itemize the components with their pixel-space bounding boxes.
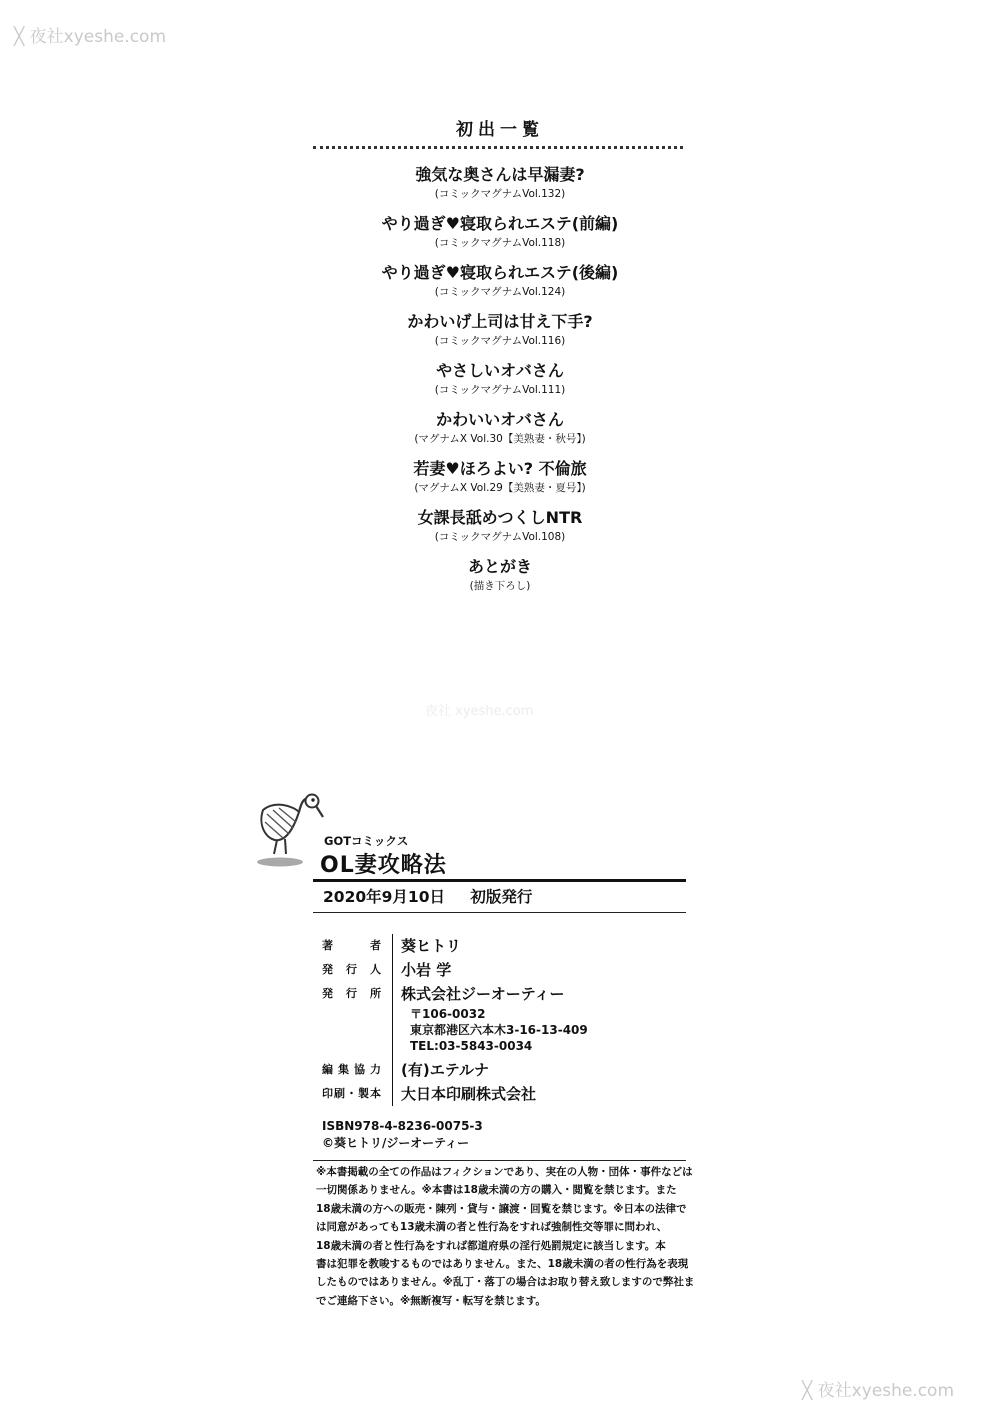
credit-row bbox=[313, 982, 686, 1058]
edition-label: 初版発行 bbox=[470, 888, 533, 906]
credit-role: 著者 bbox=[322, 939, 381, 952]
toc-heading: 初出一覧 bbox=[456, 120, 544, 140]
street-address: 東京都港区六本木3-16-13-409 bbox=[410, 1023, 588, 1037]
notice-line: したものではありません。※乱丁・落丁の場合はお取り替え致しますので弊社ま bbox=[316, 1276, 695, 1289]
notice-line: 書は犯罪を教唆するものではありません。また、18歳未満の者の性行為を表現 bbox=[316, 1258, 689, 1271]
toc-item-title: 女課長舐めつくしNTR bbox=[417, 508, 583, 527]
credit-value: 株式会社ジーオーティー bbox=[401, 985, 565, 1003]
toc-item bbox=[313, 556, 687, 605]
notice-line: でご連絡下さい。※無断複写・転写を禁じます。 bbox=[316, 1294, 546, 1307]
watermark-faint: 夜社 xyeshe.com bbox=[425, 704, 534, 719]
toc-item-title: やさしいオバさん bbox=[436, 361, 564, 380]
toc-list bbox=[313, 164, 687, 605]
legal-notice bbox=[316, 1163, 695, 1310]
bird-logo-icon bbox=[255, 790, 325, 870]
isbn-block bbox=[322, 1118, 483, 1152]
toc-item bbox=[313, 458, 687, 507]
book-title: OL妻攻略法 bbox=[320, 853, 447, 878]
credit-role: 発行所 bbox=[322, 987, 381, 1000]
toc-item-source: (コミックマグナムVol.111) bbox=[434, 384, 566, 396]
notice-line: 18歳未満の方への販売・陳列・貸与・譲渡・回覧を禁じます。※日本の法律で bbox=[316, 1202, 687, 1215]
notice-line: は同意があっても13歳未満の者と性行為をすれば強制性交等罪に問われ、 bbox=[316, 1221, 668, 1234]
publisher-block bbox=[401, 982, 588, 1058]
toc-item-title: かわいげ上司は甘え下手? bbox=[407, 312, 593, 331]
credit-role: 発行人 bbox=[322, 963, 381, 976]
thick-divider bbox=[313, 879, 686, 882]
toc-item-source: (コミックマグナムVol.118) bbox=[434, 237, 566, 249]
vertical-divider bbox=[392, 1082, 393, 1106]
isbn: ISBN978-4-8236-0075-3 bbox=[322, 1119, 483, 1133]
credit-value: (有)エテルナ bbox=[401, 1061, 489, 1079]
toc-item bbox=[313, 360, 687, 409]
copyright: ©葵ヒトリ/ジーオーティー bbox=[322, 1136, 470, 1150]
toc-item bbox=[313, 213, 687, 262]
toc-item-title: かわいいオバさん bbox=[436, 410, 564, 429]
toc-item-title: 強気な奥さんは早漏妻? bbox=[415, 165, 585, 184]
credit-row bbox=[313, 1082, 686, 1106]
credit-value: 大日本印刷株式会社 bbox=[401, 1085, 537, 1103]
toc-item-source: (コミックマグナムVol.124) bbox=[434, 286, 566, 298]
vertical-divider bbox=[392, 1058, 393, 1082]
thin-divider bbox=[313, 912, 686, 913]
credit-role: 印刷・製本 bbox=[322, 1087, 381, 1100]
toc-item bbox=[313, 164, 687, 213]
credit-role: 編集協力 bbox=[322, 1063, 381, 1076]
toc-item-source: (コミックマグナムVol.132) bbox=[434, 188, 566, 200]
toc-item-title: あとがき bbox=[467, 557, 532, 576]
toc-item-source: (マグナムX Vol.30【美熟妻・秋号】) bbox=[414, 433, 586, 445]
credits-table bbox=[313, 934, 686, 1106]
series-name: GOTコミックス bbox=[324, 834, 409, 848]
dotted-divider bbox=[313, 146, 683, 149]
toc-item-title: やり過ぎ♥寝取られエステ(前編) bbox=[381, 214, 619, 233]
credit-value: 葵ヒトリ bbox=[401, 937, 462, 955]
vertical-divider bbox=[392, 982, 393, 1058]
credit-row bbox=[313, 934, 686, 958]
vertical-divider bbox=[392, 934, 393, 958]
publication-date bbox=[323, 885, 532, 907]
phone-number: TEL:03-5843-0034 bbox=[410, 1039, 533, 1053]
date-value: 2020年9月10日 bbox=[323, 888, 445, 906]
toc-item bbox=[313, 507, 687, 556]
credit-row bbox=[313, 958, 686, 982]
toc-item-title: 若妻♥ほろよい? 不倫旅 bbox=[413, 459, 587, 478]
toc-item-title: やり過ぎ♥寝取られエステ(後編) bbox=[381, 263, 619, 282]
notice-line: ※本書掲載の全ての作品はフィクションであり、実在の人物・団体・事件などは bbox=[316, 1166, 693, 1178]
toc-item bbox=[313, 409, 687, 458]
watermark-bottom: ╳ 夜社xyeshe.com bbox=[802, 1381, 955, 1401]
credit-value: 小岩 学 bbox=[401, 961, 452, 979]
toc-item-source: (コミックマグナムVol.108) bbox=[434, 531, 566, 543]
toc-item-source: (マグナムX Vol.29【美熟妻・夏号】) bbox=[414, 482, 586, 494]
postal-code: 〒106-0032 bbox=[410, 1007, 486, 1021]
toc-item bbox=[313, 311, 687, 360]
toc-item-source: (描き下ろし) bbox=[469, 580, 531, 592]
notice-line: 一切関係ありません。※本書は18歳未満の方の購入・閲覧を禁じます。また bbox=[316, 1184, 677, 1197]
thin-divider bbox=[313, 1160, 686, 1161]
credit-row bbox=[313, 1058, 686, 1082]
notice-line: 18歳未満の者と性行為をすれば都道府県の淫行処罰規定に該当します。本 bbox=[316, 1239, 666, 1252]
toc-item-source: (コミックマグナムVol.116) bbox=[434, 335, 566, 347]
vertical-divider bbox=[392, 958, 393, 982]
watermark-top: ╳ 夜社xyeshe.com bbox=[14, 27, 167, 47]
toc-item bbox=[313, 262, 687, 311]
